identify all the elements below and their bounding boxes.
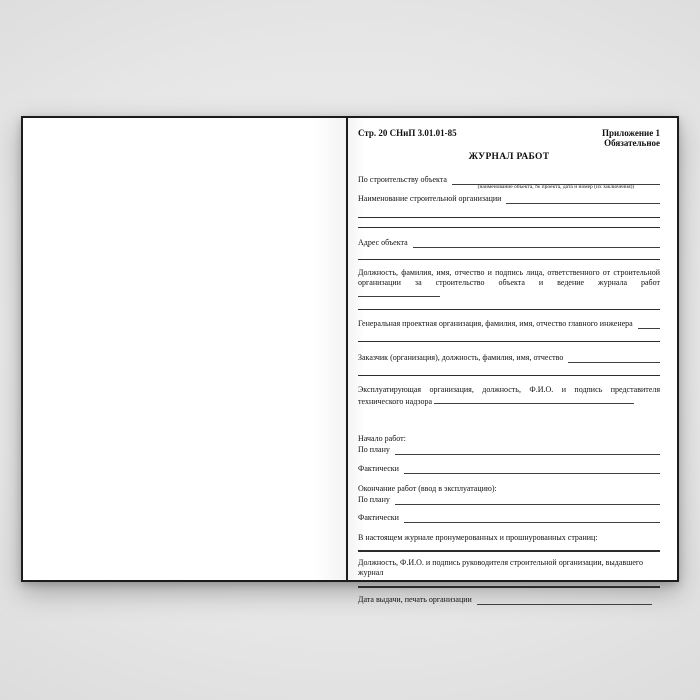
field-organization-line (506, 194, 660, 204)
divider-line (358, 309, 660, 310)
field-end-plan-label: По плану (358, 495, 390, 504)
appendix-type: Обязательное (604, 137, 660, 148)
field-end-plan (358, 495, 660, 505)
field-customer-label: Заказчик (организация), должность, фамилия, имя, отчество (358, 353, 564, 362)
pages-count-label: В настоящем журнале пронумерованных и прошнурованных страниц: (358, 533, 598, 542)
snip-reference: Стр. 20 СНиП 3.01.01-85 (358, 128, 457, 138)
field-organization-label: Наименование строительной организации (358, 194, 502, 203)
left-page-blank (23, 118, 348, 580)
divider-line (358, 375, 660, 376)
field-address (358, 238, 660, 248)
form-title: ЖУРНАЛ РАБОТ (468, 152, 550, 162)
field-operating-org-label: Эксплуатирующая организация, должность, Ф.И.О. и подпись представителя технического надзора (358, 385, 660, 406)
divider-line (358, 259, 660, 260)
field-customer (358, 353, 660, 363)
field-issue-date (358, 595, 660, 605)
issuer-label: Должность, Ф.И.О. и подпись руководителя строительной организации, выдавшего журнал (358, 558, 643, 577)
field-customer-line (568, 353, 660, 363)
field-design-org-label: Генеральная проектная организация, фамилия, имя, отчество главного инженера (358, 319, 633, 328)
divider-line (358, 586, 660, 588)
field-end-actual-label: Фактически (358, 513, 399, 522)
works-end-heading: Окончание работ (ввод в эксплуатацию): (358, 484, 497, 493)
field-issue-date-label: Дата выдачи, печать организации (358, 595, 472, 604)
field-operating-org-line (434, 395, 634, 404)
field-start-actual-label: Фактически (358, 464, 399, 473)
journal-spread (21, 116, 679, 604)
works-start-heading: Начало работ: (358, 434, 406, 443)
divider-line (358, 550, 660, 552)
field-end-actual (358, 513, 660, 523)
field-object-label: По строительству объекта (358, 175, 447, 184)
field-issue-date-line (477, 595, 652, 605)
field-end-actual-line (404, 513, 660, 523)
divider-line (358, 217, 660, 218)
field-responsible-line (358, 288, 440, 297)
field-design-org (358, 319, 660, 329)
field-address-line (413, 238, 660, 248)
field-start-actual-line (404, 464, 660, 474)
field-end-plan-line (395, 495, 660, 505)
field-start-plan-line (395, 445, 660, 455)
field-start-plan (358, 445, 660, 455)
field-object-caption: (наименование объекта, № проекта, дата и номер (их заключения)) (477, 184, 635, 190)
field-start-actual (358, 464, 660, 474)
field-responsible-label: Должность, фамилия, имя, отчество и подпись лица, ответственного от строительной организации за строительство объекта и ведение журнала работ (358, 268, 660, 287)
page-header (358, 129, 660, 148)
field-organization (358, 194, 660, 204)
divider-line (358, 341, 660, 342)
right-page-form (348, 118, 677, 604)
appendix-number: Приложение 1 (601, 128, 660, 138)
field-design-org-line (638, 319, 660, 329)
field-operating-org (358, 385, 660, 407)
field-responsible (358, 268, 660, 300)
field-start-plan-label: По плану (358, 445, 390, 454)
appendix-label (602, 129, 660, 148)
field-object (358, 175, 660, 190)
divider-line (358, 227, 660, 228)
field-address-label: Адрес объекта (358, 238, 408, 247)
field-object-line (452, 175, 660, 190)
